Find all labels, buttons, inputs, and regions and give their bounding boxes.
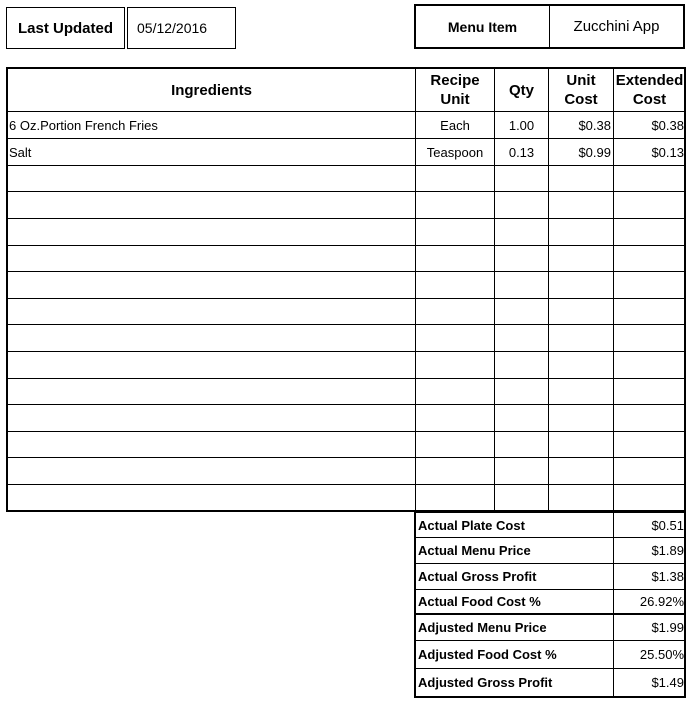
col-header-recipe-unit-line1: Recipe — [430, 72, 480, 89]
unit-cost-cell[interactable] — [549, 139, 611, 165]
col-header-ingredients-text: Ingredients — [171, 81, 252, 99]
table-row-divider — [8, 431, 684, 432]
summary-label: Adjusted Gross Profit — [418, 675, 553, 690]
col-header-unit-cost — [549, 69, 613, 111]
summary-label: Actual Menu Price — [418, 543, 531, 558]
extended-cost-cell[interactable] — [614, 112, 684, 138]
qty: 1.00 — [508, 117, 535, 133]
ingredient-cell[interactable] — [9, 112, 414, 138]
col-header-extended-cost — [614, 69, 685, 111]
summary-value[interactable]: $1.49 — [651, 675, 684, 690]
qty-cell[interactable] — [495, 139, 548, 165]
summary-value[interactable]: $1.99 — [651, 619, 684, 635]
col-header-recipe-unit — [416, 69, 494, 111]
summary-value[interactable]: $0.51 — [651, 517, 684, 533]
last-updated-label: Last Updated — [17, 19, 113, 37]
last-updated-value: 05/12/2016 — [137, 20, 208, 36]
table-row-divider — [8, 484, 684, 485]
table-row-divider — [8, 404, 684, 405]
table-row-divider — [8, 218, 684, 219]
extended-cost: $0.13 — [651, 144, 684, 160]
unit-cost: $0.38 — [578, 117, 611, 133]
table-row-divider — [8, 298, 684, 299]
summary-label: Adjusted Food Cost % — [418, 647, 557, 662]
menu-item-value: Zucchini App — [573, 18, 660, 35]
summary-label: Actual Plate Cost — [418, 517, 525, 533]
summary-value[interactable]: 25.50% — [639, 647, 684, 662]
table-row-divider — [8, 191, 684, 192]
col-header-extended-cost-line1: Extended — [615, 72, 684, 89]
table-row-divider — [8, 271, 684, 272]
col-header-unit-cost-line2: Cost — [564, 91, 598, 108]
recipe-unit: Each — [440, 117, 470, 133]
unit-cost-cell[interactable] — [549, 112, 611, 138]
summary-label: Actual Gross Profit — [418, 569, 537, 584]
recipe-unit: Teaspoon — [426, 144, 484, 160]
last-updated-label-box — [6, 7, 125, 49]
unit-cost: $0.99 — [578, 144, 611, 160]
table-row-divider — [8, 378, 684, 379]
recipe-unit-cell[interactable] — [416, 112, 494, 138]
summary-label: Adjusted Menu Price — [418, 619, 547, 635]
qty: 0.13 — [508, 144, 535, 160]
menu-item-label-cell — [416, 6, 550, 47]
recipe-unit-cell[interactable] — [416, 139, 494, 165]
table-row-divider — [8, 324, 684, 325]
qty-cell[interactable] — [495, 112, 548, 138]
summary-value[interactable]: 26.92% — [639, 594, 684, 609]
table-row-divider — [8, 245, 684, 246]
col-header-qty — [495, 69, 548, 111]
ingredient-name: 6 Oz.Portion French Fries — [9, 117, 158, 133]
col-header-ingredients — [8, 69, 415, 111]
summary-value[interactable]: $1.89 — [651, 543, 684, 558]
last-updated-value-box[interactable] — [127, 7, 236, 49]
menu-item-label: Menu Item — [447, 18, 518, 35]
table-row-divider — [8, 165, 684, 166]
col-header-qty-text: Qty — [508, 81, 534, 99]
extended-cost-cell[interactable] — [614, 139, 684, 165]
menu-item-box — [414, 4, 685, 49]
ingredient-cell[interactable] — [9, 139, 414, 165]
table-row-divider — [8, 457, 684, 458]
table-row-divider — [8, 351, 684, 352]
ingredient-name: Salt — [9, 144, 32, 160]
col-header-unit-cost-line1: Unit — [566, 72, 596, 89]
menu-item-value-cell[interactable] — [550, 6, 683, 47]
col-header-extended-cost-line2: Cost — [632, 91, 667, 108]
summary-label: Actual Food Cost % — [418, 594, 541, 609]
summary-value[interactable]: $1.38 — [651, 569, 684, 584]
col-header-recipe-unit-line2: Unit — [440, 91, 470, 108]
extended-cost: $0.38 — [651, 117, 684, 133]
